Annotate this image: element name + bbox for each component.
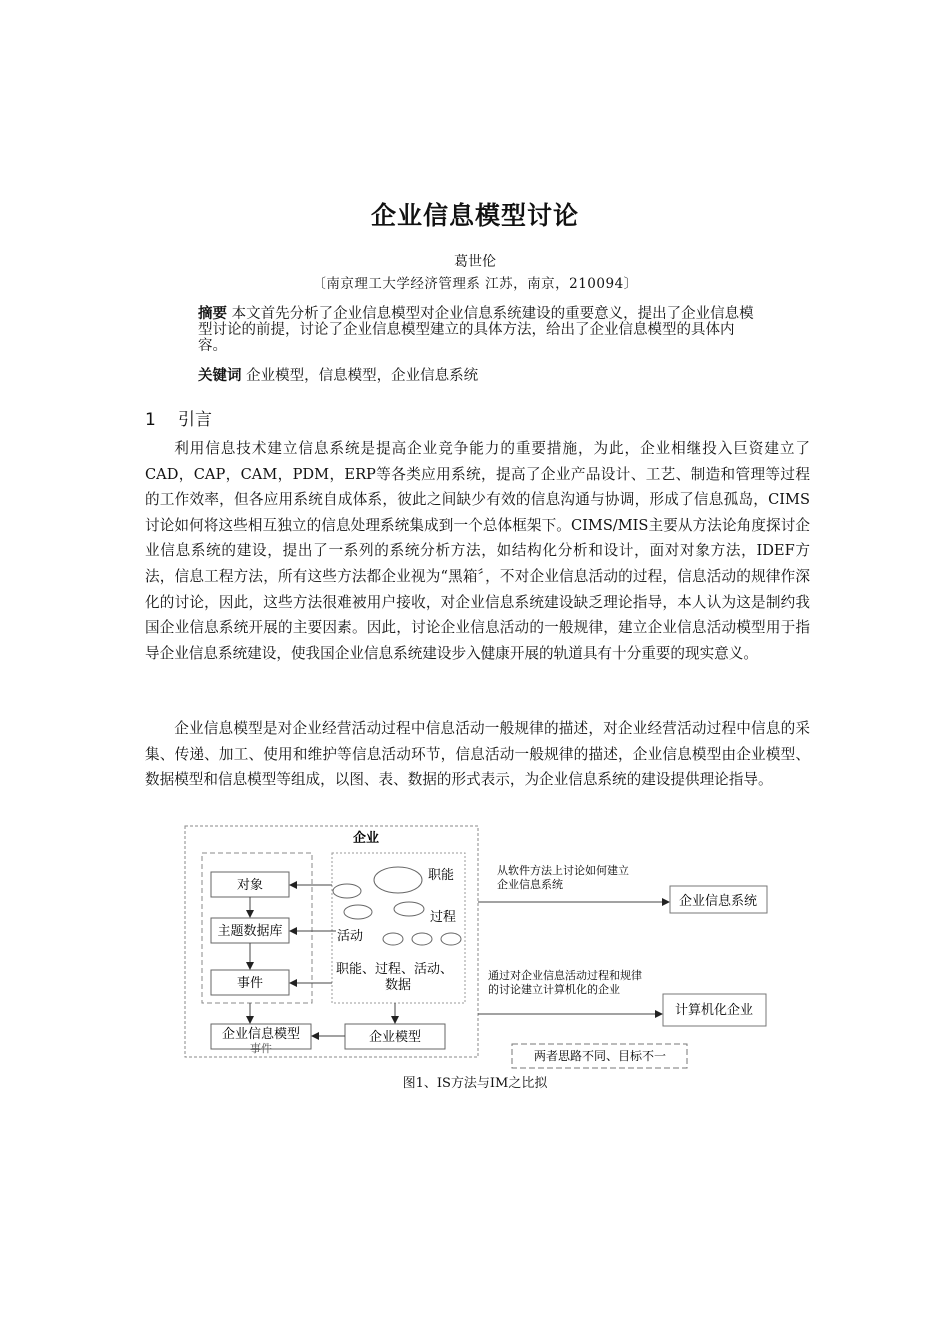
author: 葛世伦	[454, 254, 496, 270]
fpad-line2: 数据	[384, 978, 412, 993]
different-label: 两者思路不同、目标不一	[533, 1049, 667, 1063]
figure-caption: 图1、IS方法与IM之比拟	[402, 1076, 548, 1091]
paragraph-text: 企业信息模型是对企业经营活动过程中信息活动一般规律的描述，对企业经营活动过程中信息的采集、传递、加工、使用和维护等信息活动环节，信息活动一般规律的描述，企业信息模型由企业模型、数据模型和信息模型等组成，以图、表、数据的形式表示，为企业信息系统的建设提供理论指导。	[145, 720, 810, 789]
function-label: 职能	[428, 868, 455, 883]
computerized-ent-label: 计算机化企业	[674, 1003, 754, 1018]
activity-ellipse	[441, 933, 461, 945]
abstract-label: 摘要	[198, 306, 227, 322]
note2-line2: 的讨论建立计算机化的企业	[488, 983, 620, 996]
ent-info-model-label: 企业信息模型	[221, 1027, 301, 1042]
paper-title: 企业信息模型讨论	[370, 201, 579, 230]
fpad-line1: 职能、过程、活动、	[336, 962, 454, 977]
process-ellipse	[394, 902, 424, 916]
abstract-text: 本文首先分析了企业信息模型对企业信息系统建设的重要意义，提出了企业信息模型讨论的前提，讨论了企业信息模型建立的具体方法，给出了企业信息模型的具体内容。	[198, 306, 754, 354]
process-label: 过程	[430, 910, 457, 925]
note1-line1: 从软件方法上讨论如何建立	[497, 864, 629, 877]
activity-ellipse	[333, 884, 361, 898]
keywords-label: 关键词	[198, 368, 242, 384]
activity-label: 活动	[337, 929, 364, 944]
section-title: 引言	[178, 410, 212, 430]
subject-db-label: 主题数据库	[217, 924, 283, 939]
activity-ellipse	[344, 905, 372, 919]
paragraph-text: 利用信息技术建立信息系统是提高企业竞争能力的重要措施，为此，企业相继投入巨资建立了CAD，CAP，CAM，PDM，ERP等各类应用系统，提高了企业产品设计、工艺、制造和管理等过程的工作效率，但各应用系统自成体系，彼此之间缺少有效的信息沟通与协调，形成了信息孤岛，CIMS讨论如何将这些相互独立的信息处理系统集成到一个总体框架下。CIMS/MIS主要从方法论角度探讨企业信息系统的建设，提出了一系列的系统分析方法，如结构化分析和设计，面对对象方法，IDEF方法，信息工程方法，所有这些方法都企业视为“黑箱〞，不对企业信息活动的过程，信息活动的规律作深化的讨论，因此，这些方法很难被用户接收，对企业信息系统建设缺乏理论指导，本人认为这是制约我国企业信息系统开展的主要因素。因此，讨论企业信息活动的一般规律，建立企业信息活动模型用于指导企业信息系统建设，使我国企业信息系统建设步入健康开展的轨道具有十分重要的现实意义。	[145, 440, 810, 662]
function-ellipse	[374, 867, 422, 893]
activity-ellipse	[383, 933, 403, 945]
note2-line1: 通过对企业信息活动过程和规律	[488, 969, 642, 982]
affiliation: 〔南京理工大学经济管理系 江苏，南京，210094〕	[312, 276, 638, 292]
note1-line2: 企业信息系统	[497, 878, 563, 891]
object-label: 对象	[236, 878, 264, 893]
ent-model-label: 企业模型	[368, 1030, 422, 1045]
activity-ellipse	[412, 933, 432, 945]
ent-info-model-sub: 事件	[250, 1042, 272, 1055]
keywords-text: 企业模型，信息模型，企业信息系统	[246, 368, 479, 384]
event-label: 事件	[236, 976, 264, 991]
ent-info-system-label: 企业信息系统	[678, 894, 758, 909]
section-number: 1	[145, 410, 156, 430]
enterprise-label: 企业	[352, 831, 380, 846]
